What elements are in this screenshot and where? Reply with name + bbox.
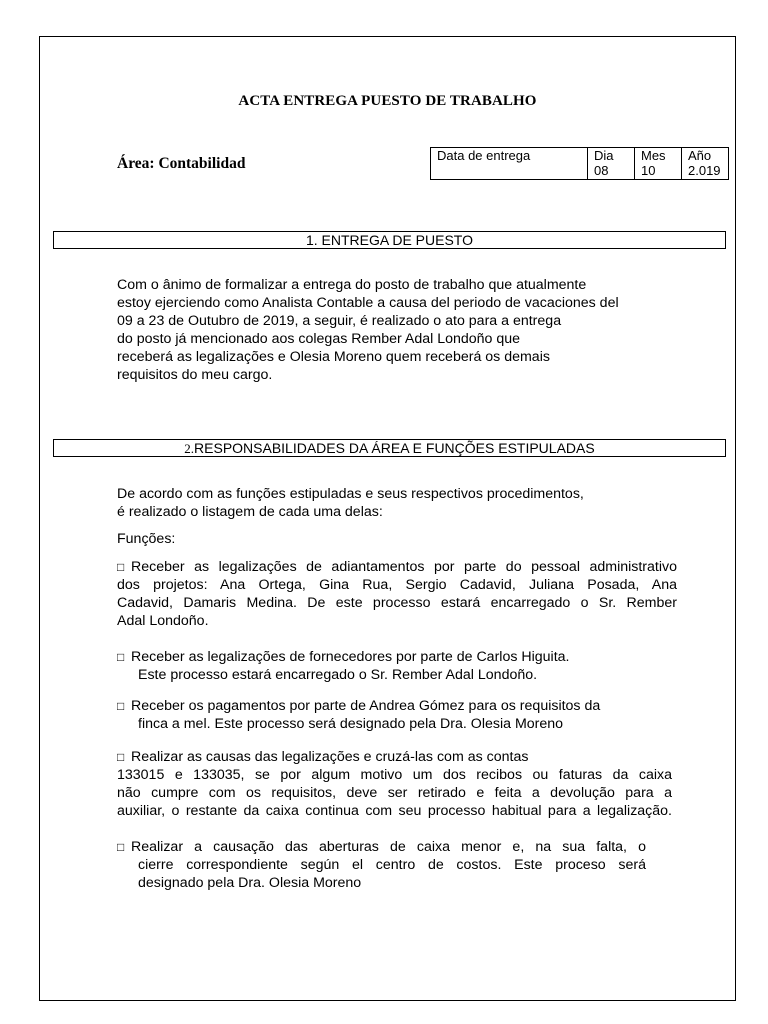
- month-cell: [635, 148, 682, 180]
- function-item-line: □ Realizar a causação das aberturas de caixa menor e, na sua falta, o: [117, 839, 646, 855]
- checkbox-bullet-icon: □: [117, 650, 125, 664]
- function-item: [117, 558, 677, 630]
- year-cell: [682, 148, 729, 180]
- paragraph-line: 09 a 23 de Outubro de 2019, a seguir, é realizado o ato para a entrega: [117, 313, 562, 329]
- function-item-line: □ Receber as legalizações de adiantamentos por parte do pessoal administrativo: [117, 559, 677, 575]
- function-item-line: cierre correspondiente según el centro de costos. Este proceso será: [138, 857, 646, 873]
- function-item: [117, 697, 600, 733]
- section-1-paragraph: [117, 276, 619, 384]
- function-item-line: designado pela Dra. Olesia Moreno: [138, 875, 362, 891]
- area-label: Área: Contabilidad: [117, 155, 246, 172]
- intro-line: é realizado o listagem de cada uma delas:: [117, 504, 383, 520]
- section-1-heading: 1. ENTREGA DE PUESTO: [53, 231, 726, 249]
- function-item-line: Adal Londoño.: [117, 613, 209, 629]
- paragraph-line: Com o ânimo de formalizar a entrega do posto de trabalho que atualmente: [117, 277, 587, 293]
- month-label: Mes: [641, 148, 666, 163]
- checkbox-bullet-icon: □: [117, 750, 125, 764]
- delivery-date-label: Data de entrega: [431, 148, 588, 180]
- month-value: 10: [641, 163, 656, 178]
- function-item: [117, 748, 672, 820]
- day-value: 08: [594, 163, 609, 178]
- paragraph-line: requisitos do meu cargo.: [117, 367, 273, 383]
- function-item-line: Este processo estará encarregado o Sr. Rember Adal Londoño.: [138, 667, 538, 683]
- day-label: Dia: [594, 148, 614, 163]
- function-item: [117, 648, 569, 684]
- checkbox-bullet-icon: □: [117, 560, 125, 574]
- delivery-date-table: [430, 147, 729, 180]
- function-item-line: finca a mel. Este processo será designado pela Dra. Olesia Moreno: [138, 716, 564, 732]
- section-2-number: 2.: [184, 441, 195, 456]
- section-2-title: RESPONSABILIDADES DA ÁREA E FUNÇÕES ESTIPULADAS: [194, 440, 595, 456]
- year-value: 2.019: [688, 163, 721, 178]
- function-item-line: dos projetos: Ana Ortega, Gina Rua, Sergio Cadavid, Juliana Posada, Ana: [117, 577, 677, 593]
- function-item-line: auxiliar, o restante da caixa continua com seu processo habitual para a legalização.: [117, 803, 672, 819]
- section-2-intro: [117, 485, 584, 521]
- function-item-line: não cumpre com os requisitos, deve ser retirado e feita a devolução para a: [117, 785, 672, 801]
- intro-line: De acordo com as funções estipuladas e seus respectivos procedimentos,: [117, 486, 584, 502]
- document-title: ACTA ENTREGA PUESTO DE TRABALHO: [238, 93, 537, 109]
- paragraph-line: do posto já mencionado aos colegas Rember Adal Londoño que: [117, 331, 521, 347]
- checkbox-bullet-icon: □: [117, 699, 125, 713]
- function-item-line: □ Receber os pagamentos por parte de Andrea Gómez para os requisitos da: [117, 698, 601, 714]
- paragraph-line: receberá as legalizações e Olesia Moreno quem receberá os demais: [117, 349, 550, 365]
- function-item-line: □ Receber as legalizações de fornecedores por parte de Carlos Higuita.: [117, 649, 570, 665]
- checkbox-bullet-icon: □: [117, 840, 125, 854]
- function-item-line: □ Realizar as causas das legalizações e cruzá-las com as contas: [117, 749, 529, 765]
- section-2-heading: [53, 439, 726, 457]
- function-item-line: 133015 e 133035, se por algum motivo um dos recibos ou faturas da caixa: [117, 767, 672, 783]
- year-label: Año: [688, 148, 712, 163]
- function-item: [117, 838, 646, 892]
- day-cell: [588, 148, 635, 180]
- function-item-line: Cadavid, Damaris Medina. De este processo estará encarregado o Sr. Rember: [117, 595, 677, 611]
- paragraph-line: estoy ejerciendo como Analista Contable a causa del periodo de vacaciones del: [117, 295, 619, 311]
- functions-label: Funções:: [117, 531, 176, 547]
